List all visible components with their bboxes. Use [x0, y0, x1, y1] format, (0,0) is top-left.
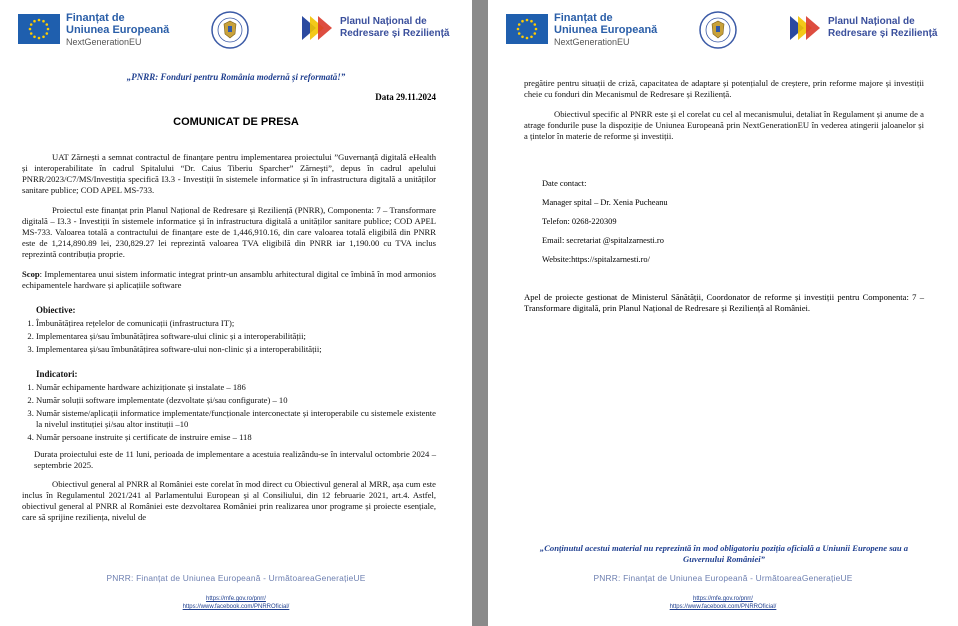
page-2-body — [524, 78, 924, 151]
page-title: COMUNICAT DE PRESA — [173, 116, 299, 128]
list-item: 1. Număr echipamente hardware achiziționate și instalate – 186 — [36, 382, 436, 393]
press-release-date: Data 29.11.2024 — [375, 92, 436, 102]
government-seal-icon — [698, 10, 738, 50]
paragraph-specific-objective: Obiectivul specific al PNRR este și el corelat cu cel al mecanismului, detaliat în Regulament și anume de a atrage fondurile puse la dispoziție de Uniunea Europeană prin NextGenerationEU în vederea atingerii jaloanelor și a țintelor în materie de reforme și investiții. — [524, 109, 924, 141]
contact-phone: Telefon: 0268-220309 — [542, 217, 617, 226]
paragraph-contract: UAT Zărnești a semnat contractul de finanțare pentru implementarea proiectului ”Guvernanță digitală eHealth și interoperabilitate în cadrul Spitalului “Dr. Caius Tiberiu Sparcher” Zărnești”, depus în cadrul apelului PNRR/2023/C7/MS/Investiția specifică I3.3 - Investiții în sistemele informatice și în infrastructura digitală a unităților sanitare publice; COD APEL MS-733. — [22, 152, 436, 195]
objectives-list — [22, 318, 436, 355]
pnrr-logo-icon — [300, 14, 336, 42]
eu-line-1: Finanțat de — [554, 12, 613, 24]
page-footer — [0, 573, 472, 611]
eu-funding-label — [554, 12, 657, 48]
eu-flag-icon — [506, 14, 548, 44]
list-item: 4. Număr persoane instruite și certificate de instruire emise – 118 — [36, 432, 436, 443]
page-header — [488, 8, 958, 52]
eu-funding-label — [66, 12, 169, 48]
contact-heading: Date contact: — [542, 179, 587, 188]
government-seal-icon — [210, 10, 250, 50]
pnrr-line-1: Planul Național de — [340, 16, 427, 27]
list-item: 2. Implementarea și/sau îmbunătățirea software-ului clinic și a interoperabilității; — [36, 331, 436, 342]
scop-text: : Implementarea unui sistem informatic integrat printr-un ansamblu arhitectural digital ce îmbină în mod armonios echipamentele hardware și aplicațiile software — [22, 269, 436, 290]
list-item: 3. Implementarea și/sau îmbunătățirea software-ului non-clinic și a interoperabilității; — [36, 344, 436, 355]
indicators-heading: Indicatori: — [36, 369, 78, 379]
footer-link-mfe[interactable]: https://mfe.gov.ro/pnrr/ — [693, 596, 753, 602]
eu-flag-icon — [18, 14, 60, 44]
footer-links — [0, 595, 472, 611]
slogan: „PNRR: Fonduri pentru România modernă și reformată!” — [126, 72, 346, 82]
eu-line-2: Uniunea Europeană — [66, 24, 170, 36]
indicators-list — [22, 382, 436, 443]
disclaimer: „Conținutul acestui material nu reprezintă în mod obligatoriu poziția oficială a Uniunii Europene sau a Guvernului României” — [539, 543, 909, 564]
footer-text: PNRR: Finanțat de Uniunea Europeană - UrmătoareaGenerațieUE — [106, 573, 366, 583]
list-item: 1. Îmbunătățirea rețelelor de comunicații (infrastructura IT); — [36, 318, 436, 329]
list-item: 2. Număr soluții software implementate (dezvoltate și/sau configurate) – 10 — [36, 395, 436, 406]
document-page-1 — [0, 0, 472, 626]
pnrr-label — [340, 16, 450, 40]
document-page-2 — [488, 0, 958, 626]
contact-website: Website:https://spitalzarnesti.ro/ — [542, 255, 650, 264]
footer-link-facebook[interactable]: https://www.facebook.com/PNRROficial/ — [669, 604, 777, 610]
footer-text: PNRR: Finanțat de Uniunea Europeană - UrmătoareaGenerațieUE — [593, 573, 853, 583]
eu-line-2: Uniunea Europeană — [554, 24, 658, 36]
paragraph-duration: Durata proiectului este de 11 luni, perioada de implementare a acestuia realizându-se în intervalul octombrie 2024 – septembrie 2025. — [34, 449, 436, 470]
pnrr-line-2: Redresare și Reziliență — [340, 28, 450, 39]
contact-block — [542, 178, 668, 273]
pnrr-line-2: Redresare și Reziliență — [828, 28, 938, 39]
pnrr-logo-icon — [788, 14, 824, 42]
paragraph-general-objective: Obiectivul general al PNRR al României este corelat în mod direct cu Obiectivul general al MRR, așa cum este inclus în Regulamentul 2021/241 al Parlamentului European și al Consiliului, din 12 februarie 2021, art.4. Astfel, obiectivul general al PNRR al României este dezvoltarea României prin realizarea unor programe și proiecte esențiale, care să sprijine reziliența, nivelul de — [22, 479, 436, 522]
paragraph-call: Apel de proiecte gestionat de Ministerul Sănătății, Coordonator de reforme și investiții pentru Componenta: 7 – Transformare digitală, prin Planul Național de Redresare și Reziliență al României. — [524, 292, 924, 313]
objectives-heading: Obiective: — [36, 305, 76, 315]
scop-label: Scop — [22, 269, 40, 279]
paragraph-scop — [22, 269, 436, 291]
list-item: 3. Număr sisteme/aplicații informatice implementate/funcționale interconectate și interoperabile cu sistemele existente la nivelul instituției și/sau altor instituții –10 — [36, 408, 436, 430]
eu-line-3: NextGenerationEU — [554, 37, 630, 47]
footer-links — [488, 595, 958, 611]
footer-link-mfe[interactable]: https://mfe.gov.ro/pnrr/ — [206, 596, 266, 602]
pnrr-label — [828, 16, 938, 40]
page-header — [0, 8, 472, 52]
contact-email: Email: secretariat @spitalzarnesti.ro — [542, 236, 664, 245]
footer-link-facebook[interactable]: https://www.facebook.com/PNRROficial/ — [182, 604, 290, 610]
eu-line-1: Finanțat de — [66, 12, 125, 24]
contact-manager: Manager spital – Dr. Xenia Pucheanu — [542, 198, 668, 207]
page-1-body — [22, 152, 436, 532]
paragraph-financing: Proiectul este finanțat prin Planul Național de Redresare și Reziliență (PNRR), Componenta: 7 – Transformare digitală – I3.3 - Investiții în sistemele informatice și în infrastructura digitală a unităților sanitare publice; COD APEL MS-733. Valoarea totală a contractului de finanțare este de 1,446,910.16, din care valoarea totală eligibilă din PNRR este de 1,214,890.89 lei, 230,829.27 lei reprezintă valoarea TVA eligibilă din PNRR iar 1,190.00 cu TVA inclus reprezintă contribuția proprie. — [22, 205, 436, 259]
page-footer — [488, 573, 958, 611]
pnrr-line-1: Planul Național de — [828, 16, 915, 27]
eu-line-3: NextGenerationEU — [66, 37, 142, 47]
paragraph-continuation: pregătire pentru situații de criză, capacitatea de adaptare și potențialul de creștere, prin reforme majore și investiții cheie cu fonduri din Mecanismul de Redresare și Reziliență. — [524, 78, 924, 99]
